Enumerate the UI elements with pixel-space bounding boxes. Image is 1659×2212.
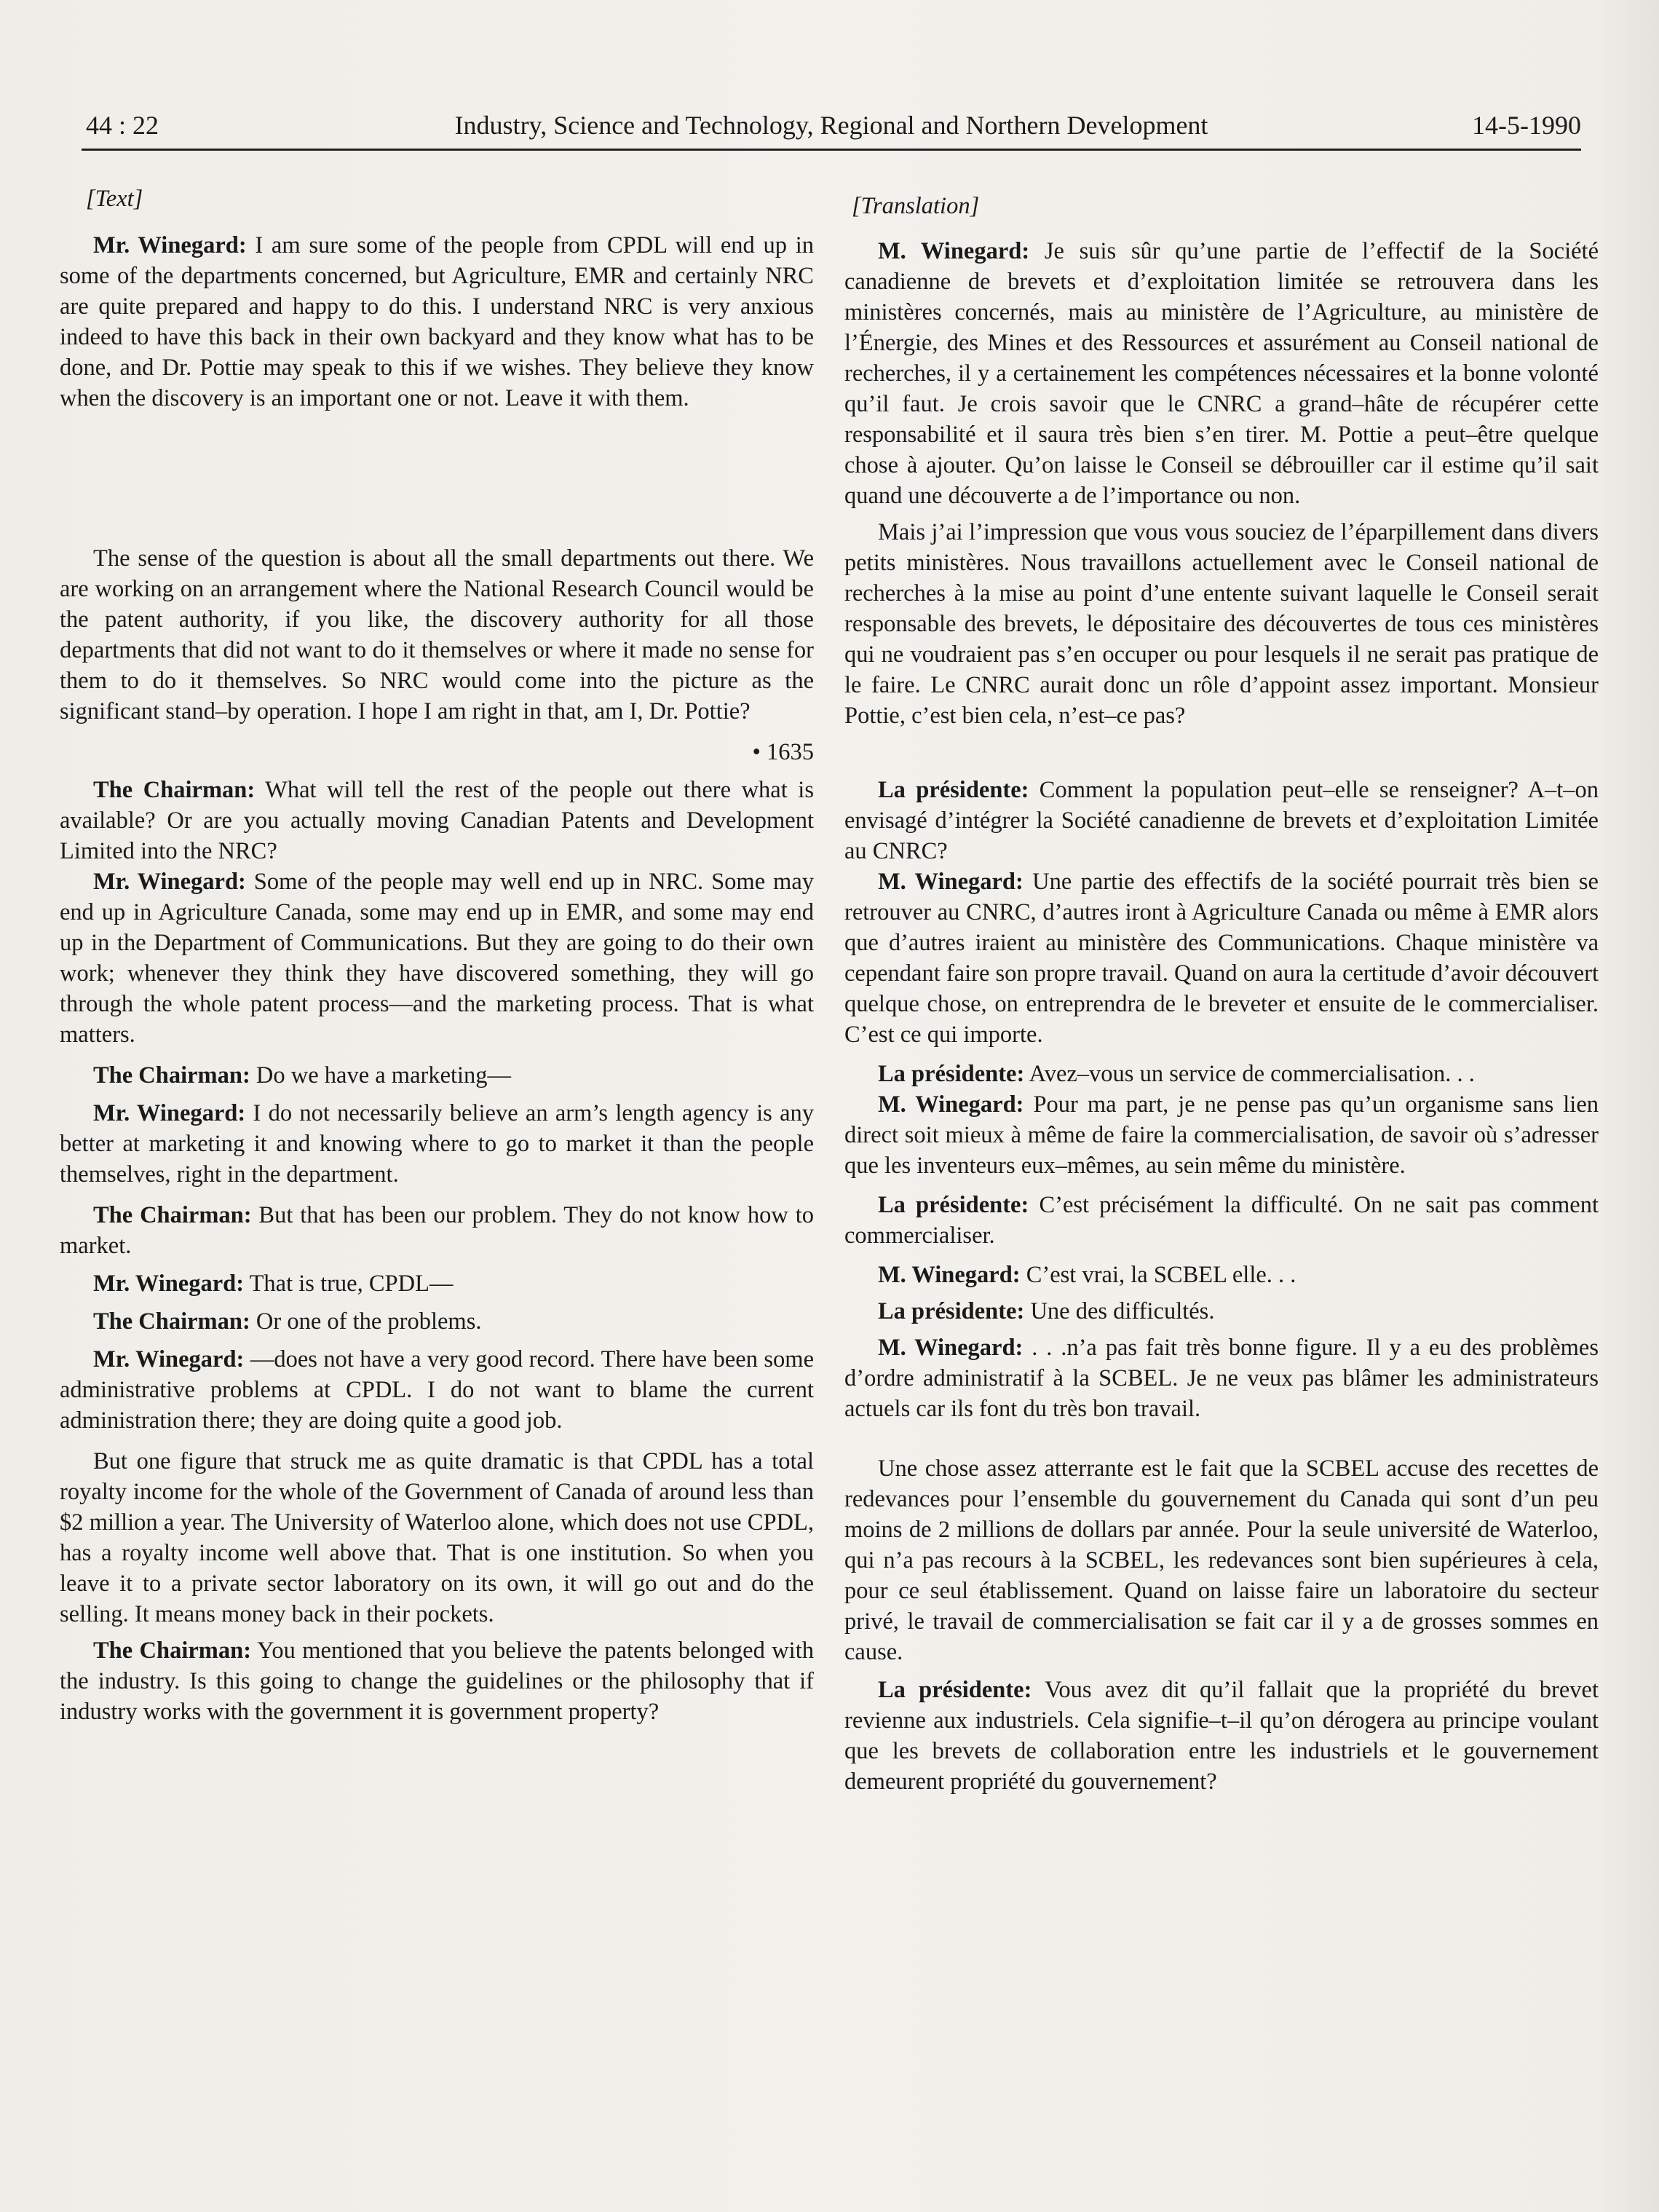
speaker-name: The Chairman: [93, 1638, 252, 1664]
speech-text: C’est précisément la difficulté. On ne sait pas comment commercialiser. [844, 1192, 1599, 1249]
publication-date: 14-5-1990 [1472, 111, 1581, 140]
speech-text: Comment la population peut–elle se renseigner? A–t–on envisagé d’intégrer la Société canadienne de brevets et d’exploitation Limitée au CNRC? [844, 777, 1599, 864]
speech-text: Une chose assez atterrante est le fait que la SCBEL accuse des recettes de redevances pour l’ensemble du gouvernement du Canada qui sont d’un peu moins de 2 millions de dollars par année. Pour la seule université de Waterloo, qui n’a pas recours à la SCBEL, les redevances sont bien supérieures à cela, pour ce seul établissement. Quand on laisse faire un laboratoire du secteur privé, le travail de commercialisation se fait car il y a de grosses sommes en cause. [844, 1455, 1599, 1665]
speech-paragraph [844, 1675, 1599, 1797]
speech-paragraph [844, 866, 1599, 1050]
speech-paragraph [60, 1268, 814, 1299]
time-marker: • 1635 [752, 739, 814, 765]
speech-text: Avez–vous un service de commercialisation. . . [1024, 1061, 1475, 1087]
publication-title: Industry, Science and Technology, Regional and Northern Development [454, 111, 1208, 140]
speech-paragraph [844, 1089, 1599, 1181]
speech-paragraph [60, 230, 814, 414]
speaker-name: The Chairman: [93, 1202, 252, 1228]
speech-text: I do not necessarily believe an arm’s length agency is any better at marketing it and knowing where to go to market it than the people themselves, right in the department. [60, 1100, 815, 1188]
speaker-name: M. Winegard: [878, 1335, 1023, 1361]
speech-paragraph [844, 1190, 1599, 1251]
speech-paragraph [60, 1635, 814, 1727]
speech-paragraph [60, 1098, 814, 1190]
speech-text: . . .n’a pas fait très bonne figure. Il y a eu des problèmes d’ordre administratif à la SCBEL. Je ne veux pas blâmer les administrateurs actuels car ils font du très bon travail. [844, 1335, 1599, 1422]
speech-paragraph [844, 517, 1599, 731]
speech-paragraph [844, 1453, 1599, 1667]
speech-text: Je suis sûr qu’une partie de l’effectif de la Société canadienne de brevets et d’exploitation limitée se retrouvera dans les ministères concernés, mais au ministère de l’Agriculture, au ministère de l’Énergie, des Mines et des Ressources et assurément au Conseil national de recherches, il y a certainement les compétences nécessaires et la bonne volonté qu’il faut. Je crois savoir que le CNRC a grand–hâte de récupérer cette responsabilité et il saura très bien s’en tirer. M. Pottie a peut–être quelque chose à ajouter. Qu’on laisse le Conseil se débrouiller car il estime qu’il sait quand une découverte a de l’importance ou non. [844, 238, 1599, 509]
speaker-name: Mr. Winegard: [93, 1346, 245, 1372]
speech-text: Some of the people may well end up in NRC. Some may end up in Agriculture Canada, some may end up in EMR, and some may end up in the Department of Communications. But they are going to do their own work; whenever they think they have discovered something, they will go through the whole patent process—and the marketing process. That is what matters. [60, 869, 815, 1048]
page-header [82, 106, 1581, 151]
speech-text: But one figure that struck me as quite dramatic is that CPDL has a total royalty income for the whole of the Government of Canada of around less than $2 million a year. The University of Waterloo alone, which does not use CPDL, has a royalty income well above that. That is one institution. So when you leave it to a private sector laboratory on its own, it will go out and do the selling. It means money back in their pockets. [60, 1448, 814, 1627]
page-number: 44 : 22 [86, 111, 159, 140]
french-column [844, 183, 1599, 1797]
speech-text: Vous avez dit qu’il fallait que la propriété du brevet revienne aux industriels. Cela signifie–t–il qu’on dérogera au principe voulant que les brevets de collaboration entre les industriels et le gouvernement demeurent propriété du gouvernement? [844, 1677, 1599, 1795]
speaker-name: M. Winegard: [878, 1091, 1024, 1118]
speaker-name: The Chairman: [93, 777, 256, 803]
speaker-name: La présidente: [878, 1298, 1025, 1324]
speech-paragraph [844, 1260, 1599, 1290]
speech-text: Une des difficultés. [1024, 1298, 1215, 1324]
speaker-name: The Chairman: [93, 1308, 250, 1335]
speech-paragraph [60, 1060, 814, 1091]
speaker-name: La présidente: [878, 1061, 1025, 1087]
speech-text: Mais j’ai l’impression que vous vous souciez de l’éparpillement dans divers petits ministères. Nous travaillons actuellement avec le Conseil national de recherches à la mise au point d’une entente suivant laquelle le Conseil serait responsable des brevets, le dépositaire des découvertes de tous ces ministères qui ne voudraient pas s’en occuper ou pour lesquels il ne serait pas pratique de le faire. Le CNRC aurait donc un rôle d’appoint assez important. Monsieur Pottie, c’est bien cela, n’est–ce pas? [844, 519, 1599, 729]
speech-text: That is true, CPDL— [244, 1271, 454, 1297]
speech-paragraph [844, 236, 1599, 511]
speaker-name: M. Winegard: [878, 238, 1030, 264]
speech-paragraph [60, 543, 814, 727]
speech-paragraph [60, 866, 814, 1050]
speaker-name: Mr. Winegard: [93, 1100, 246, 1126]
speaker-name: The Chairman: [93, 1062, 250, 1089]
speech-text: You mentioned that you believe the patents belonged with the industry. Is this going to change the guidelines or the philosophy that if industry works with the government it is government property? [60, 1638, 814, 1725]
speaker-name: La présidente: [878, 1677, 1032, 1703]
speech-text: But that has been our problem. They do not know how to market. [60, 1202, 814, 1259]
speaker-name: La présidente: [878, 1192, 1029, 1218]
speaker-name: La présidente: [878, 777, 1029, 803]
text-label: [Text] [86, 186, 143, 212]
speech-paragraph [60, 1200, 814, 1261]
speech-text: Or one of the problems. [250, 1308, 482, 1335]
speech-paragraph [844, 1296, 1599, 1327]
speech-paragraph [844, 1332, 1599, 1424]
speech-text: —does not have a very good record. There have been some administrative problems at CPDL. I do not want to blame the current administration there; they are doing quite a good job. [60, 1346, 814, 1434]
speaker-name: Mr. Winegard: [93, 869, 246, 895]
speaker-name: Mr. Winegard: [93, 232, 247, 258]
speech-paragraph [844, 775, 1599, 866]
speech-text: Do we have a marketing— [250, 1062, 512, 1089]
speaker-name: M. Winegard: [878, 1262, 1021, 1288]
speech-paragraph [60, 1446, 814, 1630]
speech-text: C’est vrai, la SCBEL elle. . . [1020, 1262, 1296, 1288]
speech-paragraph [60, 1306, 814, 1337]
speaker-name: M. Winegard: [878, 869, 1023, 895]
speech-text: What will tell the rest of the people out there what is available? Or are you actually moving Canadian Patents and Development Limited into the NRC? [60, 777, 814, 864]
speech-text: Une partie des effectifs de la société pourrait très bien se retrouver au CNRC, d’autres iront à Agriculture Canada ou même à EMR alors que d’autres iraient au ministère des Communications. Chaque ministère va cependant faire son propre travail. Quand on aura la certitude d’avoir découvert quelque chose, on entreprendra de le breveter et ensuite de le commercialiser. C’est ce qui importe. [844, 869, 1599, 1048]
speaker-name: Mr. Winegard: [93, 1271, 245, 1297]
speech-paragraph [844, 1059, 1599, 1089]
speech-paragraph [60, 1344, 814, 1436]
speech-text: Pour ma part, je ne pense pas qu’un organisme sans lien direct soit mieux à même de faire la commercialisation, de savoir où s’adresser que les inventeurs eux–mêmes, au sein même du ministère. [844, 1091, 1599, 1179]
english-column [60, 183, 814, 1727]
translation-label: [Translation] [852, 193, 980, 219]
speech-paragraph [60, 775, 814, 866]
speech-text: I am sure some of the people from CPDL will end up in some of the departments concerned, but Agriculture, EMR and certainly NRC are quite prepared and happy to do this. I understand NRC is very anxious indeed to have this back in their own backyard and they know what has to be done, and Dr. Pottie may speak to this if we wishes. They believe they know when the discovery is an important one or not. Leave it with them. [60, 232, 814, 411]
speech-text: The sense of the question is about all the small departments out there. We are working on an arrangement where the National Research Council would be the patent authority, if you like, the discovery authority for all those departments that did not want to do it themselves or where it made no sense for them to do it themselves. So NRC would come into the picture as the significant stand–by operation. I hope I am right in that, am I, Dr. Pottie? [60, 545, 814, 724]
